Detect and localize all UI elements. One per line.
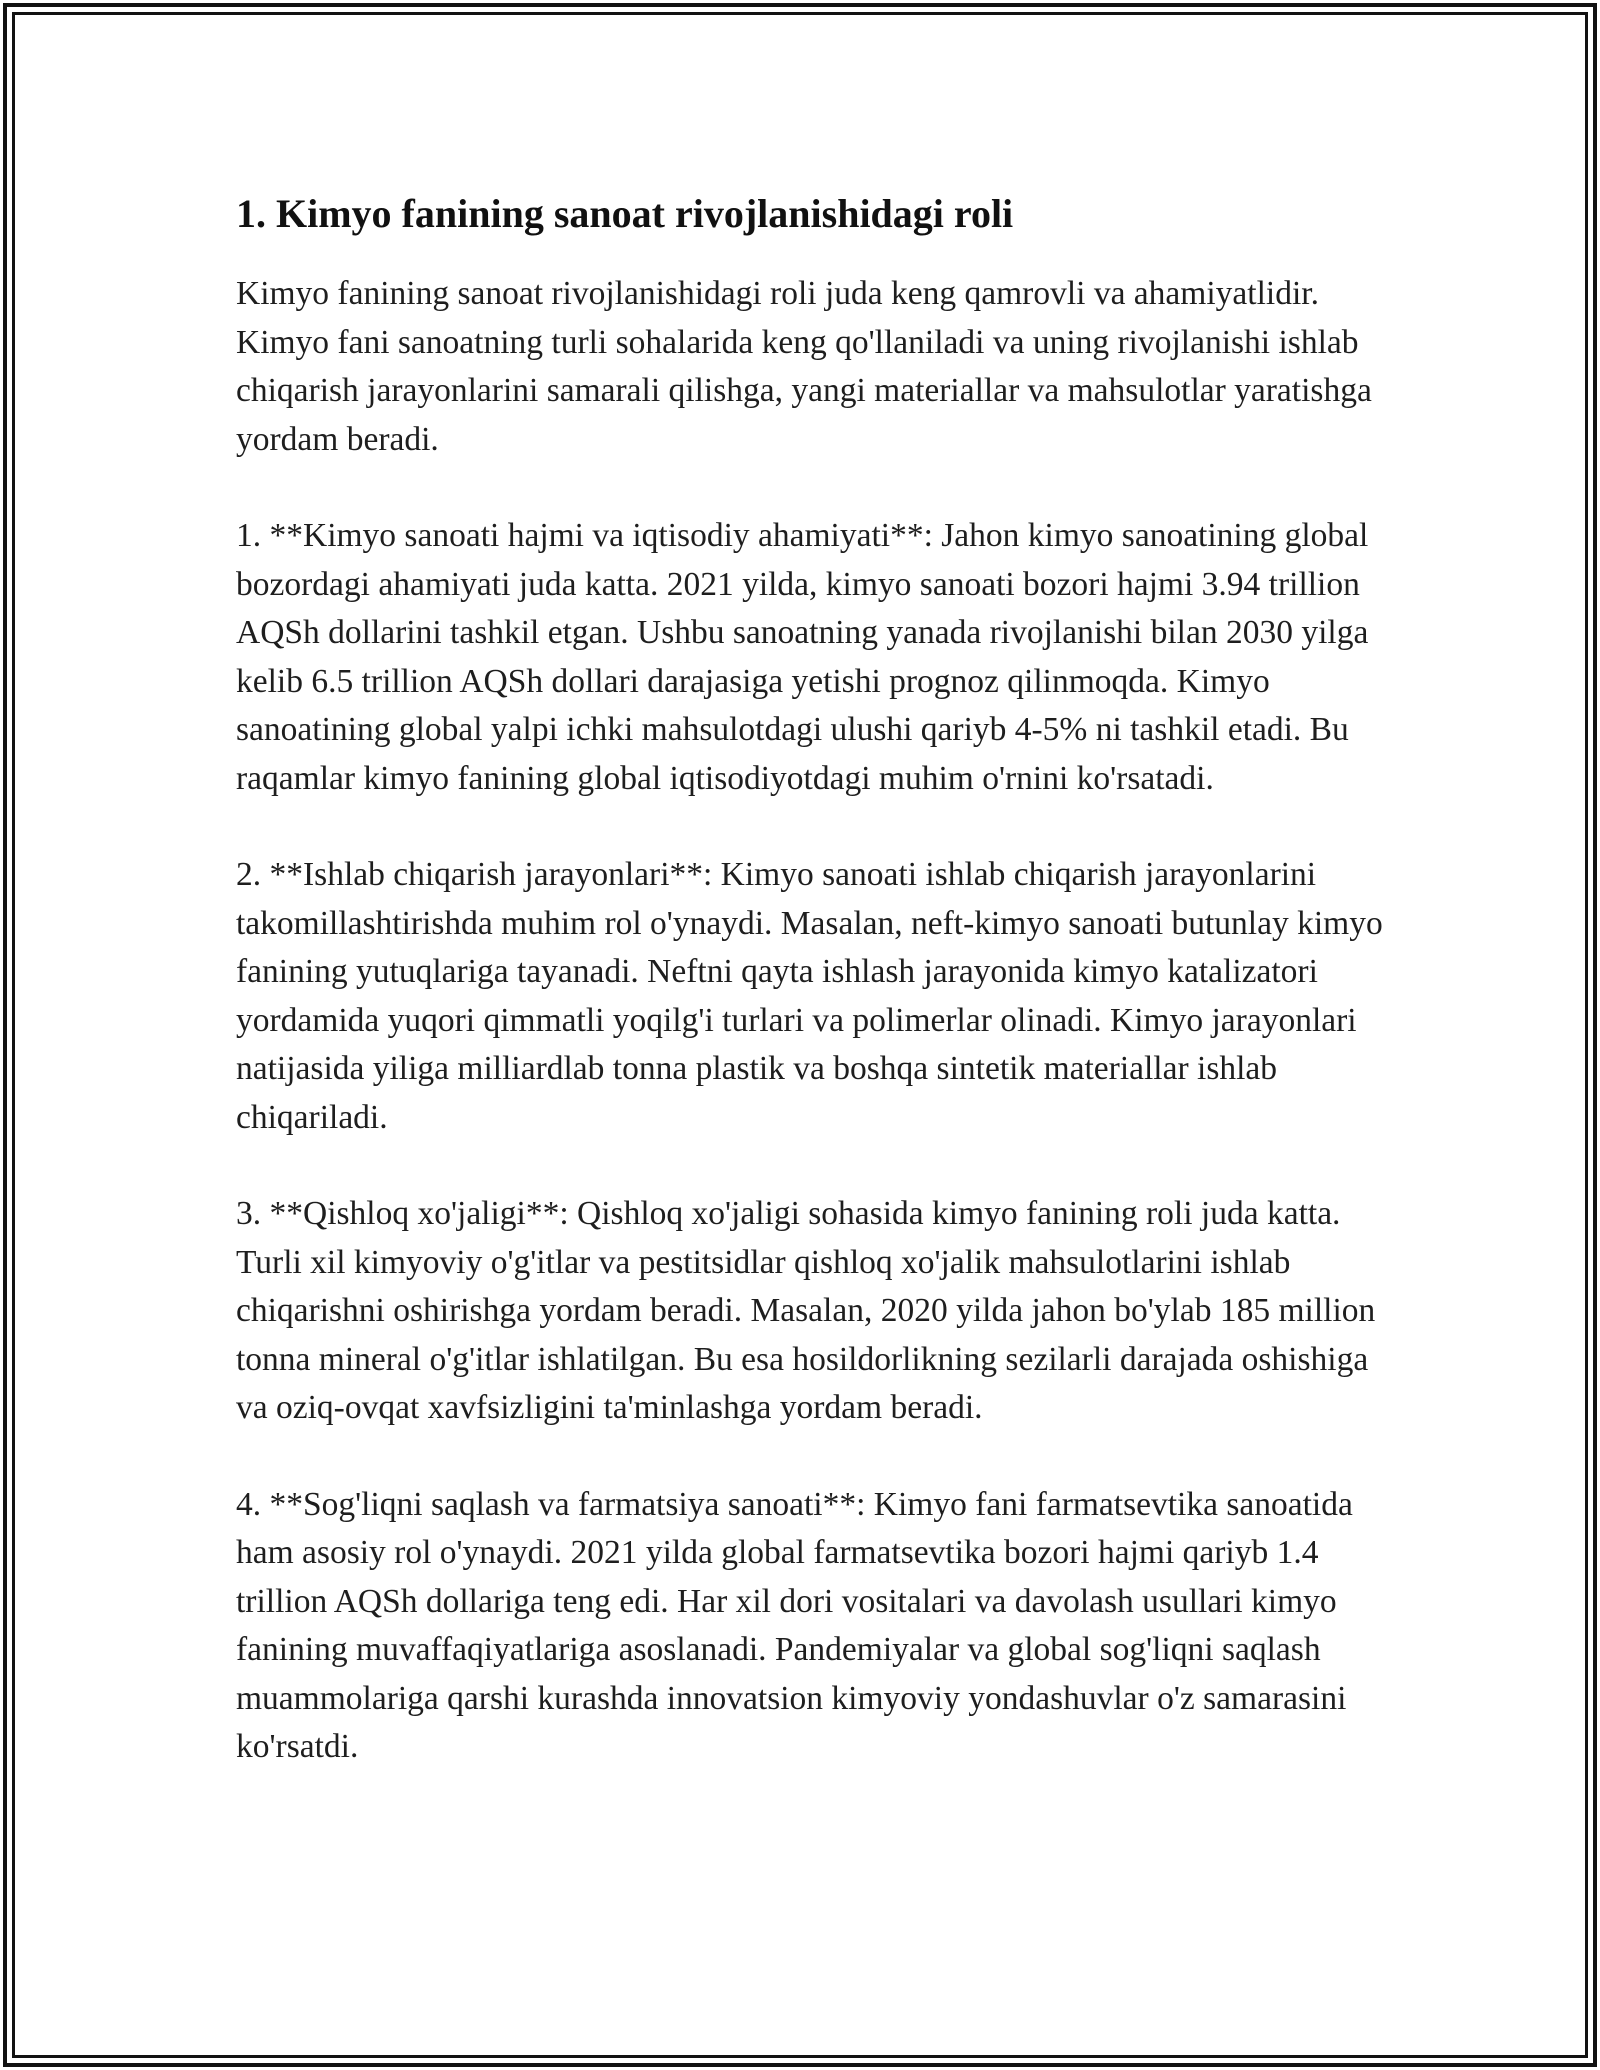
- paragraph-production-processes: 2. **Ishlab chiqarish jarayonlari**: Kimyo sanoati ishlab chiqarish jarayonlarini takomillashtirishda muhim rol o'ynaydi. Masalan, neft-kimyo sanoati butunlay kimyo fanining yutuqlariga tayanadi. Neftni qayta ishlash jarayonida kimyo katalizatori yordamida yuqori qimmatli yoqilg'i turlari va polimerlar olinadi. Kimyo jarayonlari natijasida yiliga milliardlab tonna plastik va boshqa sintetik materiallar ishlab chiqariladi.: [236, 856, 1383, 1136]
- intro-paragraph: Kimyo fanining sanoat rivojlanishidagi roli juda keng qamrovli va ahamiyatlidir. Kimyo fani sanoatning turli sohalarida keng qo'llaniladi va uning rivojlanishi ishlab chiqarish jarayonlarini samarali qilishga, yangi materiallar va mahsulotlar yaratishga yordam beradi.: [236, 275, 1372, 458]
- section-heading: 1. Kimyo fanining sanoat rivojlanishidagi roli: [236, 191, 1014, 236]
- paragraph-agriculture: 3. **Qishloq xo'jaligi**: Qishloq xo'jaligi sohasida kimyo fanining roli juda katta. Turli xil kimyoviy o'g'itlar va pestitsidlar qishloq xo'jalik mahsulotlarini ishlab chiqarishni oshirishga yordam beradi. Masalan, 2020 yilda jahon bo'ylab 185 million tonna mineral o'g'itlar ishlatilgan. Bu esa hosildorlikning sezilarli darajada oshishiga va oziq-ovqat xavfsizligini ta'minlashga yordam beradi.: [236, 1195, 1376, 1426]
- paragraph-chemical-industry-size: 1. **Kimyo sanoati hajmi va iqtisodiy ahamiyati**: Jahon kimyo sanoatining global bozordagi ahamiyati juda katta. 2021 yilda, kimyo sanoati bozori hajmi 3.94 trillion AQSh dollarini tashkil etgan. Ushbu sanoatning yanada rivojlanishi bilan 2030 yilga kelib 6.5 trillion AQSh dollari darajasiga yetishi prognoz qilinmoqda. Kimyo sanoatining global yalpi ichki mahsulotdagi ulushi qariyb 4-5% ni tashkil etadi. Bu raqamlar kimyo fanining global iqtisodiyotdagi muhim o'rnini ko'rsatadi.: [236, 517, 1369, 797]
- paragraph-healthcare-pharma: 4. **Sog'liqni saqlash va farmatsiya sanoati**: Kimyo fani farmatsevtika sanoatida ham asosiy rol o'ynaydi. 2021 yilda global farmatsevtika bozori hajmi qariyb 1.4 trillion AQSh dollariga teng edi. Har xil dori vositalari va davolash usullari kimyo fanining muvaffaqiyatlariga asoslanadi. Pandemiyalar va global sog'liqni saqlash muammolariga qarshi kurashda innovatsion kimyoviy yondashuvlar o'z samarasini ko'rsatdi.: [236, 1485, 1353, 1765]
- document-content: [236, 188, 1386, 1820]
